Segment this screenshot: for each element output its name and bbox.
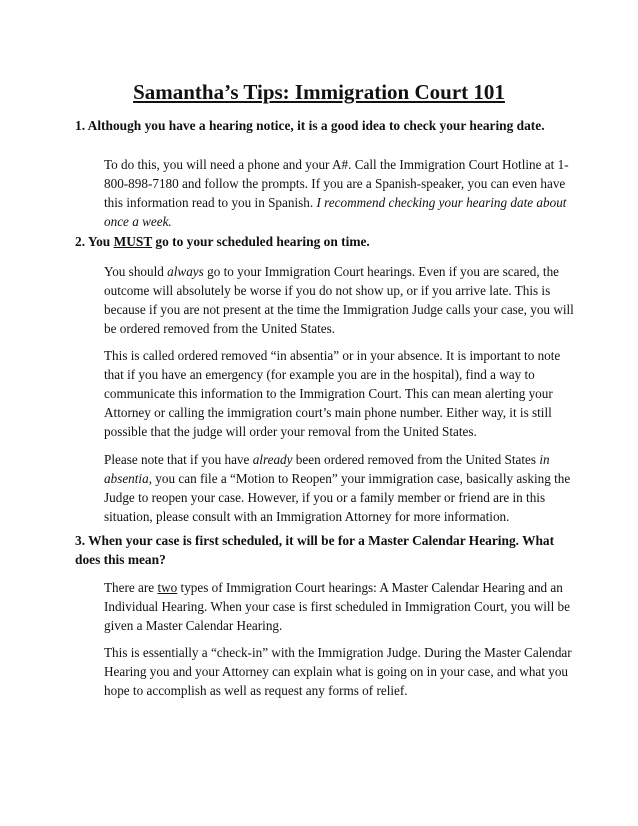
section-2-paragraph-1	[104, 262, 574, 338]
section-2-paragraph-1-pre: You should	[104, 264, 168, 279]
section-2-paragraph-1-post: go to your Immigration Court hearings. Even if you are scared, the outcome will absolutely be worse if you do not show up, or if you arrive late. This is because if you are not present at the time the Immigration Judge calls your case, you will be ordered removed from the United States.	[104, 264, 574, 337]
section-3-paragraph-1-post: types of Immigration Court hearings: A Master Calendar Hearing and an Individual Hearing. When your case is first scheduled in Immigration Court, you will be given a Master Calendar Hearing.	[104, 580, 570, 634]
section-1-paragraph-1	[104, 155, 574, 231]
section-3-paragraph-2: This is essentially a “check-in” with the Immigration Judge. During the Master Calendar Hearing you and your Attorney can explain what is going on in your case, and what you hope to accomplish as well as request any forms of relief.	[104, 645, 572, 699]
section-3-heading: 3. When your case is first scheduled, it will be for a Master Calendar Hearing. What does this mean?	[75, 533, 555, 567]
section-1-paragraph-1-recommendation: I recommend checking your hearing date about once a week.	[104, 195, 567, 230]
page-title: Samantha’s Tips: Immigration Court 101	[133, 80, 505, 104]
section-2-paragraph-3-already: already	[252, 452, 293, 467]
section-2-paragraph-3-pre: Please note that if you have	[104, 452, 253, 467]
section-3-paragraph-1	[104, 578, 574, 635]
section-1-heading: 1. Although you have a hearing notice, it is a good idea to check your hearing date.	[75, 118, 545, 133]
section-3-paragraph-1-two: two	[157, 580, 178, 595]
section-2-heading-pre: 2. You	[75, 234, 114, 249]
section-2-paragraph-3-mid: been ordered removed from the United States	[292, 452, 540, 467]
section-2-paragraph-3-in-absentia: in absentia	[104, 452, 550, 487]
section-2-heading-post: go to your scheduled hearing on time.	[152, 234, 370, 249]
section-2-paragraph-2: This is called ordered removed “in absentia” or in your absence. It is important to note that if you have an emergency (for example you are in the hospital), find a way to communicate this information to the Immigration Court. This can mean alerting your Attorney or calling the immigration court’s main phone number. Either way, it is still possible that the judge will order your removal from the United States.	[104, 348, 561, 440]
section-2-paragraph-3-post: , you can file a “Motion to Reopen” your immigration case, basically asking the Judge to reopen your case. However, if you or a family member or friend are in this situation, please consult with an Immigration Attorney for more information.	[104, 471, 571, 525]
section-2-heading	[75, 232, 575, 251]
section-2-heading-must: MUST	[113, 234, 153, 249]
section-2-paragraph-3	[104, 450, 574, 526]
section-1-paragraph-1-text: To do this, you will need a phone and your A#. Call the Immigration Court Hotline at 1-800-898-7180 and follow the prompts. If you are a Spanish-speaker, you can even have this information read to you in Spanish.	[104, 157, 569, 211]
section-3-paragraph-1-pre: There are	[104, 580, 158, 595]
section-2-paragraph-1-always: always	[167, 264, 204, 279]
